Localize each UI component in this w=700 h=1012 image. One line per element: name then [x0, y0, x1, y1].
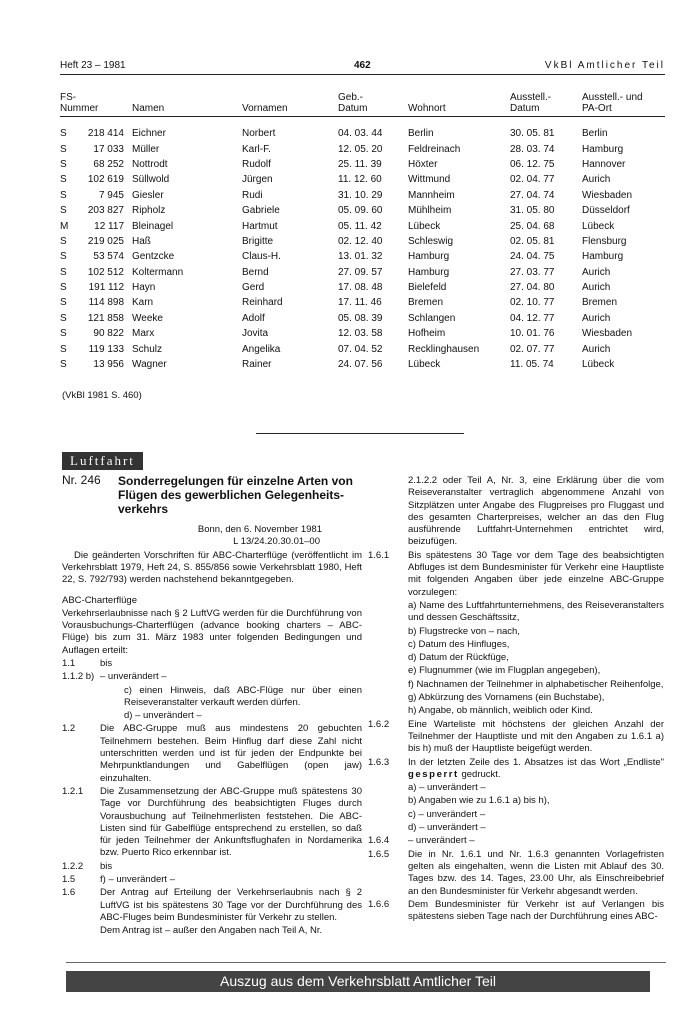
firstname-cell: Claus-H.	[242, 251, 281, 263]
birthdate-cell: 17. 08. 48	[338, 282, 383, 294]
issue-place-cell: Wiesbaden	[582, 328, 633, 340]
clause-item	[368, 835, 664, 847]
clause-item	[62, 925, 362, 937]
fs-type: S	[60, 266, 67, 278]
fs-type: S	[60, 158, 67, 170]
fs-type: S	[60, 282, 67, 294]
clause-number	[368, 665, 408, 677]
clause-text: c) einen Hinweis, daß ABC-Flüge nur über einen Reiseveranstalter verkauft werden dürfen.	[124, 684, 362, 708]
fs-type: S	[60, 235, 67, 247]
firstname-cell: Rudi	[242, 189, 263, 201]
birthdate-cell: 13. 01. 32	[338, 251, 383, 263]
clause-item	[368, 692, 664, 704]
residence-cell: Feldreinach	[408, 143, 461, 155]
fs-type: S	[60, 128, 67, 140]
dateline: Bonn, den 6. November 1981	[197, 524, 322, 535]
residence-cell: Lübeck	[408, 359, 441, 371]
issue-place-cell: Aurich	[582, 312, 611, 324]
surname-cell: Süllwold	[132, 174, 170, 186]
clause-text: f) Nachnamen der Teilnehmer in alphabetischer Reihenfolge,	[408, 678, 664, 690]
clause-text: Die Zusammensetzung der ABC-Gruppe muß spätestens 30 Tage vor Durchführung des beabsichtigten Fluges durch Vorausbuchung auf Teilnehmerlisten feststehen. Die ABC-Listen sind für Gabelflüge entsprechend zu erstellen, so daß für jeden Teilnehmer der Ankunftsflughafen in Nordamerika bzw. Puerto Rico erkennbar ist.	[100, 785, 362, 859]
clause-item	[62, 723, 362, 784]
fs-number: 102 619	[87, 174, 124, 186]
clause-text: Dem Bundesminister für Verkehr ist auf Verlangen bis spätestens sieben Tage nach der Durchführung eines ABC-	[408, 898, 664, 923]
surname-cell: Gentzcke	[132, 251, 175, 263]
clause-item	[62, 671, 362, 683]
clause-number	[368, 679, 408, 691]
fs-number-cell	[60, 172, 132, 187]
residence-cell: Höxter	[408, 158, 438, 170]
surname-cell: Nottrodt	[132, 158, 168, 170]
table-row	[60, 357, 665, 372]
firstname-cell: Hartmut	[242, 220, 278, 232]
clause-number	[368, 626, 408, 638]
clause-item	[368, 822, 664, 834]
clause-item	[368, 550, 664, 599]
clause-number	[368, 652, 408, 664]
fs-number: 219 025	[87, 235, 124, 247]
clause-number: 1.6.4	[368, 835, 390, 847]
column-header: Namen	[132, 92, 242, 117]
fs-number: 68 252	[93, 158, 124, 170]
issue-date-cell: 02. 10. 77	[510, 297, 555, 309]
birthdate-cell: 07. 04. 52	[338, 343, 383, 355]
fs-number-cell	[60, 249, 132, 264]
clause-number: 1.6.6	[368, 898, 390, 910]
clause-number	[368, 782, 408, 794]
table-row	[60, 203, 665, 218]
clause-text: Dem Antrag ist – außer den Angaben nach Teil A, Nr.	[100, 925, 323, 937]
clause-text: Eine Warteliste mit höchstens der gleichen Anzahl der Teilnehmer der Hauptliste und mit den Angaben zu 1.6.1 a) bis h) muß der Hauptliste beigefügt werden.	[408, 718, 664, 755]
clause-number	[368, 809, 408, 821]
clause-text: f) – unverändert –	[100, 874, 175, 886]
clause-text: a) – unverändert –	[408, 782, 486, 794]
issue-place-cell: Aurich	[582, 174, 611, 186]
firstname-cell: Gerd	[242, 282, 265, 294]
fs-number-cell	[60, 203, 132, 218]
issue-place-cell: Flensburg	[582, 235, 627, 247]
firstname-cell: Brigitte	[242, 235, 274, 247]
issue-date-cell: 04. 12. 77	[510, 312, 555, 324]
clause-text: b) Flugstrecke von – nach,	[408, 625, 520, 637]
section-divider	[256, 433, 464, 434]
fs-number: 203 827	[87, 205, 124, 217]
fs-number: 12 117	[94, 220, 124, 232]
clause-number: 1.6.1	[368, 549, 390, 561]
issue-date-cell: 27. 04. 74	[510, 189, 555, 201]
clause-item	[368, 849, 664, 898]
clause-item	[62, 887, 362, 924]
residence-cell: Lübeck	[408, 220, 441, 232]
table-row	[60, 311, 665, 326]
issue-date-cell: 10. 01. 76	[510, 328, 555, 340]
clause-number	[368, 600, 408, 625]
issue-date-cell: 28. 03. 74	[510, 143, 555, 155]
issue-place-cell: Lübeck	[582, 220, 615, 232]
clause-number	[368, 795, 408, 807]
fs-number-cell	[60, 234, 132, 249]
residence-cell: Recklinghausen	[408, 343, 480, 355]
issue-date-cell: 02. 07. 77	[510, 343, 555, 355]
issue-date-cell: 27. 04. 80	[510, 282, 555, 294]
left-column	[62, 474, 362, 938]
clause-item	[368, 899, 664, 924]
birthdate-cell: 05. 11. 42	[338, 220, 382, 232]
issue-label: Heft 23 – 1981	[60, 60, 126, 71]
column-header: Ausstell.- und PA-Ort	[582, 92, 665, 117]
running-header	[60, 60, 665, 75]
issue-date-cell: 31. 05. 80	[510, 205, 555, 217]
birthdate-cell: 12. 03. 58	[338, 328, 383, 340]
clause-item	[62, 861, 362, 873]
clause-number: 1.1	[62, 657, 76, 669]
surname-cell: Ripholz	[132, 205, 166, 217]
birthdate-cell: 25. 11. 39	[338, 158, 382, 170]
clause-text: d) Datum der Rückfüge,	[408, 652, 509, 664]
clause-text: – unverändert –	[100, 671, 167, 683]
clause-item	[62, 874, 362, 886]
clause-number	[62, 925, 100, 937]
clause-text: bis	[100, 657, 113, 669]
column-header: Wohnort	[408, 92, 510, 117]
file-reference: L 13/24.20.30.01–00	[233, 536, 320, 548]
table-row	[60, 157, 665, 172]
fs-number: 7 945	[98, 189, 124, 201]
table-row	[60, 234, 665, 249]
right-items	[368, 475, 664, 923]
right-column	[368, 474, 664, 923]
clause-number	[368, 705, 408, 717]
residence-cell: Berlin	[408, 128, 434, 140]
fs-number-cell	[60, 141, 132, 156]
birthdate-cell: 04. 03. 44	[338, 128, 383, 140]
fs-number-cell	[60, 265, 132, 280]
column-header: Vornamen	[242, 92, 338, 117]
fs-type: S	[60, 312, 67, 324]
issue-date-cell: 25. 04. 68	[510, 220, 555, 232]
clause-number	[368, 475, 408, 549]
surname-cell: Giesler	[132, 189, 164, 201]
issue-place-cell: Aurich	[582, 343, 611, 355]
clause-text: b) Angaben wie zu 1.6.1 a) bis h),	[408, 795, 550, 807]
issue-date-cell: 30. 05. 81	[510, 128, 555, 140]
clause-number: 1.6.2	[368, 718, 390, 730]
intro-paragraph: Die geänderten Vorschriften für ABC-Charterflüge (veröffentlicht im Verkehrsblatt 1979, Heft 24, S. 855/856 sowie Verkehrsblatt 1980, Heft 22, S. 792/793) werden nachstehend bekanntgegeben.	[62, 549, 362, 586]
table-header-row	[60, 92, 665, 117]
residence-cell: Mannheim	[408, 189, 455, 201]
issue-date-cell: 24. 04. 75	[510, 251, 555, 263]
clause-number	[62, 685, 100, 710]
residence-cell: Hamburg	[408, 251, 450, 263]
surname-cell: Weeke	[132, 312, 163, 324]
firstname-cell: Gabriele	[242, 205, 280, 217]
issue-place-cell: Berlin	[582, 128, 608, 140]
clause-text: – unverändert –	[408, 835, 475, 847]
article-number: Nr. 246	[62, 473, 101, 487]
fs-type: S	[60, 343, 67, 355]
clause-item	[368, 782, 664, 794]
clause-item	[368, 600, 664, 625]
table-row	[60, 117, 665, 142]
fs-number-cell	[60, 280, 132, 295]
footer-banner: Auszug aus dem Verkehrsblatt Amtlicher Teil	[66, 971, 650, 992]
clause-text: g) Abkürzung des Vornamens (ein Buchstabe),	[408, 692, 605, 704]
issue-place-cell: Lübeck	[582, 359, 615, 371]
column-header: Ausstell.- Datum	[510, 92, 582, 117]
table-row	[60, 265, 665, 280]
firstname-cell: Rudolf	[242, 158, 271, 170]
residence-cell: Wittmund	[408, 174, 451, 186]
fs-number: 191 112	[88, 282, 124, 294]
table-row	[60, 249, 665, 264]
clause-item	[368, 809, 664, 821]
birthdate-cell: 31. 10. 29	[338, 189, 383, 201]
birthdate-cell: 12. 05. 20	[338, 143, 383, 155]
fs-type: S	[60, 297, 67, 309]
left-items	[62, 658, 362, 938]
subheading: ABC-Charterflüge	[62, 595, 137, 607]
firstname-cell: Karl-F.	[242, 143, 271, 155]
clause-item	[62, 685, 362, 710]
surname-cell: Bleinagel	[132, 220, 174, 232]
firstname-cell: Adolf	[242, 312, 265, 324]
clause-item	[62, 710, 362, 722]
fs-number: 119 133	[88, 343, 124, 355]
fs-number-cell	[60, 326, 132, 341]
issue-date-cell: 11. 05. 74	[510, 359, 554, 371]
clause-item	[368, 665, 664, 677]
fs-type: S	[60, 205, 67, 217]
fs-number: 53 574	[93, 251, 124, 263]
birthdate-cell: 05. 09. 60	[338, 205, 383, 217]
surname-cell: Haß	[132, 235, 151, 247]
fs-type: S	[60, 174, 67, 186]
table-row	[60, 326, 665, 341]
surname-cell: Hayn	[132, 282, 156, 294]
fs-type: S	[60, 251, 67, 263]
clause-text: Der Antrag auf Erteilung der Verkehrserlaubnis nach § 2 LuftVG ist bis spätestens 30 Tage vor der Durchführung des ABC-Fluges beim Bundesminister für Verkehr zu stellen.	[100, 887, 362, 923]
firstname-cell: Jovita	[242, 328, 269, 340]
surname-cell: Schulz	[132, 343, 163, 355]
fs-number: 102 512	[87, 266, 124, 278]
clause-number	[368, 639, 408, 651]
fs-type: S	[60, 189, 67, 201]
source-reference: (VkBl 1981 S. 460)	[62, 390, 142, 401]
clause-number: 1.6.5	[368, 848, 390, 860]
birthdate-cell: 24. 07. 56	[338, 359, 383, 371]
birthdate-cell: 02. 12. 40	[338, 235, 383, 247]
clause-text: Die in Nr. 1.6.1 und Nr. 1.6.3 genannten Vorlagefristen gelten als eingehalten, wenn die Listen mit Ablauf des 30. Tages bzw. des 14. Tages, 23.00 Uhr, als Einschreibebrief an den Bundesminister für Verkehr abgesandt werden.	[408, 848, 664, 897]
page-number: 462	[354, 60, 371, 71]
fs-number: 90 822	[93, 328, 124, 340]
clause-text: d) – unverändert –	[408, 822, 486, 834]
fs-number-cell	[60, 218, 132, 233]
article-heading	[62, 474, 362, 516]
fs-number-cell	[60, 117, 132, 142]
clause-item	[368, 475, 664, 549]
clause-item	[368, 719, 664, 756]
clause-text: In der letzten Zeile des 1. Absatzes ist das Wort „Endliste" gesperrt gedruckt.	[408, 756, 664, 780]
table-row	[60, 172, 665, 187]
issue-place-cell: Düsseldorf	[582, 205, 630, 217]
fs-number: 13 956	[93, 359, 124, 371]
footer-rule	[66, 962, 666, 963]
clause-item	[368, 757, 664, 782]
clause-number: 1.5	[62, 874, 76, 886]
fs-number-cell	[60, 357, 132, 372]
fs-number: 17 033	[93, 143, 124, 155]
firstname-cell: Bernd	[242, 266, 269, 278]
issue-date-cell: 02. 05. 81	[510, 235, 555, 247]
fs-number: 218 414	[87, 128, 124, 140]
firstname-cell: Angelika	[242, 343, 281, 355]
fs-number-cell	[60, 311, 132, 326]
issue-place-cell: Aurich	[582, 282, 611, 294]
residence-cell: Schlangen	[408, 312, 456, 324]
clause-number: 1.2	[62, 723, 76, 735]
fs-number-cell	[60, 341, 132, 356]
surname-cell: Marx	[132, 328, 155, 340]
clause-item	[368, 679, 664, 691]
clause-number: 1.1.2 b)	[62, 671, 95, 683]
surname-cell: Eichner	[132, 128, 166, 140]
residence-cell: Bielefeld	[408, 282, 447, 294]
article-title: Sonderregelungen für einzelne Arten von Flügen des gewerblichen Gelegenheits-verkehrs	[118, 474, 353, 516]
clause-text: h) Angabe, ob männlich, weiblich oder Kind.	[408, 705, 593, 717]
surname-cell: Wagner	[132, 359, 167, 371]
clause-text: bis	[100, 860, 113, 872]
clause-text: e) Flugnummer (wie im Flugplan angegeben),	[408, 665, 601, 677]
residence-cell: Schleswig	[408, 235, 454, 247]
fs-type: S	[60, 359, 67, 371]
firstname-cell: Norbert	[242, 128, 276, 140]
clause-number	[62, 710, 100, 722]
issue-place-cell: Hamburg	[582, 143, 624, 155]
fs-number: 114 898	[88, 297, 124, 309]
permit-paragraph: Verkehrserlaubnisse nach § 2 LuftVG werden für die Durchführung von Vorausbuchungs-Charterflügen (advance booking charters – ABC-Flüge) bis zum 31. März 1983 unter folgenden Bedingungen und Auflagen erteilt:	[62, 607, 362, 656]
surname-cell: Koltermann	[132, 266, 184, 278]
residence-cell: Hamburg	[408, 266, 450, 278]
fs-type: M	[60, 220, 69, 232]
residence-cell: Mühlheim	[408, 205, 452, 217]
fs-number-cell	[60, 295, 132, 310]
emphasized-word: gesperrt	[408, 768, 459, 780]
issue-place-cell: Hamburg	[582, 251, 624, 263]
clause-text: a) Name des Luftfahrtunternehmens, des Reiseveranstalters und dessen Geschäftssitz,	[408, 599, 664, 624]
clause-item	[62, 786, 362, 860]
column-header: FS- Nummer	[60, 92, 132, 117]
license-table	[60, 92, 665, 372]
issue-place-cell: Wiesbaden	[582, 189, 633, 201]
issue-place-cell: Hannover	[582, 158, 626, 170]
journal-name: VkBl Amtlicher Teil	[544, 60, 665, 71]
clause-text: d) – unverändert –	[124, 710, 202, 722]
issue-date-cell: 27. 03. 77	[510, 266, 555, 278]
column-header: Geb.- Datum	[338, 92, 408, 117]
table-body	[60, 117, 665, 373]
clause-number: 1.2.2	[62, 860, 84, 872]
fs-type: S	[60, 328, 67, 340]
surname-cell: Karn	[132, 297, 154, 309]
clause-item	[62, 658, 362, 670]
surname-cell: Müller	[132, 143, 160, 155]
issue-date-cell: 06. 12. 75	[510, 158, 555, 170]
clause-item	[368, 795, 664, 807]
clause-item	[368, 626, 664, 638]
firstname-cell: Rainer	[242, 359, 272, 371]
issue-place-cell: Bremen	[582, 297, 618, 309]
table-row	[60, 141, 665, 156]
fs-number-cell	[60, 157, 132, 172]
clause-item	[368, 705, 664, 717]
table-row	[60, 295, 665, 310]
table-row	[60, 280, 665, 295]
clause-number: 1.2.1	[62, 785, 84, 797]
fs-number: 121 858	[87, 312, 124, 324]
fs-type: S	[60, 143, 67, 155]
residence-cell: Hofheim	[408, 328, 446, 340]
clause-number: 1.6.3	[368, 756, 390, 768]
clause-text: Bis spätestens 30 Tage vor dem Tage des beabsichtigten Abfluges ist dem Bundesminister für Verkehr eine Hauptliste mit folgenden Angaben über jede einzelne ABC-Gruppe vorzulegen:	[408, 549, 664, 598]
table-row	[60, 188, 665, 203]
section-banner: Luftfahrt	[62, 452, 143, 470]
fs-number-cell	[60, 188, 132, 203]
clause-number	[368, 822, 408, 834]
birthdate-cell: 17. 11. 46	[338, 297, 382, 309]
firstname-cell: Jürgen	[242, 174, 273, 186]
birthdate-cell: 05. 08. 39	[338, 312, 383, 324]
birthdate-cell: 27. 09. 57	[338, 266, 383, 278]
clause-item	[368, 652, 664, 664]
issue-place-cell: Aurich	[582, 266, 611, 278]
clause-text: c) Datum des Hinfluges,	[408, 638, 510, 650]
clause-text: c) – unverändert –	[408, 808, 486, 820]
clause-number: 1.6	[62, 887, 76, 899]
residence-cell: Bremen	[408, 297, 444, 309]
clause-number	[368, 692, 408, 704]
clause-text: Die ABC-Gruppe muß aus mindestens 20 gebuchten Teilnehmern bestehen. Beim Hinflug darf diese Zahl nicht unterschritten werden und ist für jeden der Endpunkte bei Mehrpunktlandungen und Gabelflügen (open jaw) einzuhalten.	[100, 723, 362, 784]
table-row	[60, 218, 665, 233]
table-row	[60, 341, 665, 356]
issue-date-cell: 02. 04. 77	[510, 174, 555, 186]
birthdate-cell: 11. 12. 60	[338, 174, 382, 186]
clause-item	[368, 639, 664, 651]
firstname-cell: Reinhard	[242, 297, 283, 309]
clause-text: 2.1.2.2 oder Teil A, Nr. 3, eine Erklärung über die vom Reiseveranstalter vertraglich abgenommene Anzahl von Sitzplätzen unter Angabe des Flugpreises pro Fluggast und des gesamten Charterpreises, welcher an das den Flug ausführende Luftfahrt-Unternehmen entrichtet wird, beizufügen.	[408, 475, 664, 548]
